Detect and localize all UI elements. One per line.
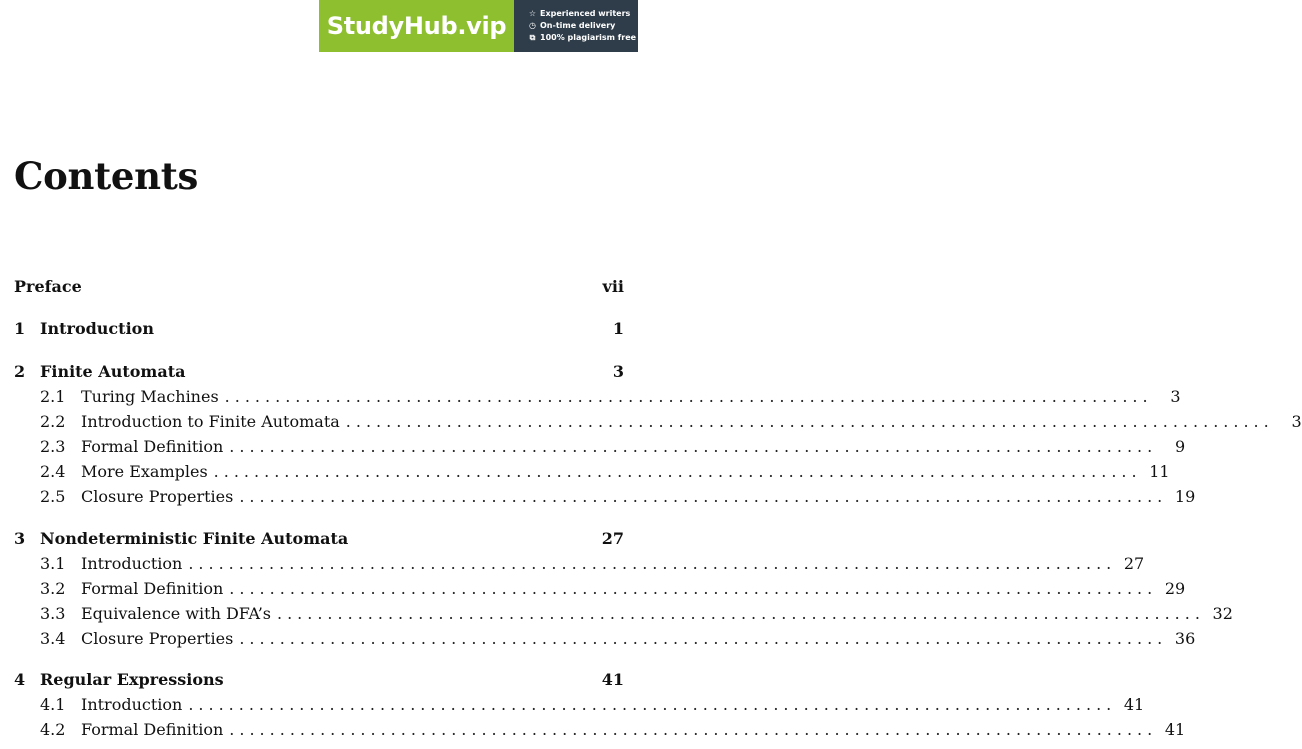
toc-entry-title: Closure Properties xyxy=(81,626,237,651)
toc-section-2-2[interactable] xyxy=(14,409,1302,434)
toc-entry-title: Introduction xyxy=(40,316,158,341)
toc-entry-title: Introduction to Finite Automata xyxy=(81,409,344,434)
toc-section-number: 4.2 xyxy=(40,720,66,739)
toc-section-3-3[interactable] xyxy=(14,601,1233,626)
toc-chapter-number: 3 xyxy=(14,529,26,548)
studyhub-banner[interactable] xyxy=(319,0,638,52)
toc-leader: ............................................................................................ xyxy=(239,629,1168,648)
toc-section-4-1[interactable] xyxy=(14,692,1145,717)
toc-leader: ............................................................................................ xyxy=(224,387,1153,406)
toc-section-2-5[interactable] xyxy=(14,484,1196,509)
toc-chapter-1[interactable] xyxy=(14,316,624,341)
toc-section-number: 3.4 xyxy=(40,629,66,648)
toc-entry-title: Preface xyxy=(14,274,86,299)
banner-features xyxy=(514,0,638,52)
toc-section-number: 3.3 xyxy=(40,604,66,623)
toc-section-2-1[interactable] xyxy=(14,384,1181,409)
toc-entry-page: 27 xyxy=(1123,554,1145,573)
toc-entry-page: 3 xyxy=(1291,412,1302,431)
feature-on-time-delivery xyxy=(528,21,638,31)
toc-entry-page: 41 xyxy=(601,670,624,689)
feature-experienced-writers xyxy=(528,9,638,19)
toc-entry-page: 32 xyxy=(1212,604,1233,623)
feature-text: Experienced writers xyxy=(540,9,631,18)
toc-entry-title: Formal Definition xyxy=(81,717,227,742)
toc-leader: ............................................................................................ xyxy=(229,437,1158,456)
toc-entry-title: Formal Definition xyxy=(81,434,227,459)
toc-chapter-2[interactable] xyxy=(14,359,624,384)
toc-section-3-1[interactable] xyxy=(14,551,1145,576)
toc-entry-page: 41 xyxy=(1123,695,1145,714)
page-title: Contents xyxy=(14,154,199,198)
toc-leader: ............................................................................................ xyxy=(229,720,1158,739)
feature-plagiarism-free xyxy=(528,33,638,43)
toc-entry-title: Introduction xyxy=(81,692,186,717)
toc-chapter-number: 2 xyxy=(14,362,26,381)
toc-section-number: 2.2 xyxy=(40,412,66,431)
toc-entry-title: Equivalence with DFA’s xyxy=(81,601,275,626)
toc-entry-preface[interactable] xyxy=(14,274,624,299)
toc-section-number: 3.1 xyxy=(40,554,66,573)
toc-entry-title: Turing Machines xyxy=(81,384,223,409)
clock-icon: ◷ xyxy=(529,21,536,30)
toc-section-number: 2.4 xyxy=(40,462,66,481)
toc-entry-title: Regular Expressions xyxy=(40,667,228,692)
toc-section-number: 4.1 xyxy=(40,695,66,714)
toc-leader: ............................................................................................ xyxy=(188,695,1117,714)
studyhub-logo[interactable] xyxy=(319,0,514,52)
toc-chapter-number: 4 xyxy=(14,670,26,689)
feature-text: 100% plagiarism free xyxy=(540,33,637,42)
toc-chapter-4[interactable] xyxy=(14,667,624,692)
toc-chapter-3[interactable] xyxy=(14,526,624,551)
toc-section-number: 3.2 xyxy=(40,579,66,598)
toc-leader: ............................................................................................ xyxy=(213,462,1142,481)
toc-entry-title: Closure Properties xyxy=(81,484,237,509)
toc-leader: ............................................................................................ xyxy=(188,554,1117,573)
toc-leader: ............................................................................................ xyxy=(239,487,1168,506)
toc-section-number: 2.3 xyxy=(40,437,66,456)
toc-entry-page: 29 xyxy=(1164,579,1186,598)
toc-entry-page: 3 xyxy=(612,362,624,381)
toc-section-number: 2.1 xyxy=(40,387,66,406)
feature-text: On-time delivery xyxy=(540,21,616,30)
toc-entry-title: Formal Definition xyxy=(81,576,227,601)
toc-entry-page: 3 xyxy=(1170,387,1181,406)
toc-entry-title: Introduction xyxy=(81,551,186,576)
toc-entry-page: 19 xyxy=(1174,487,1196,506)
toc-entry-page: 11 xyxy=(1149,462,1170,481)
toc-section-4-2[interactable] xyxy=(14,717,1186,742)
toc-entry-page: 27 xyxy=(601,529,624,548)
toc-entry-page: 41 xyxy=(1164,720,1186,739)
toc-entry-page: 36 xyxy=(1174,629,1196,648)
toc-entry-title: Nondeterministic Finite Automata xyxy=(40,526,352,551)
toc-leader: ............................................................................................ xyxy=(229,579,1158,598)
studyhub-logo-text: StudyHub.vip xyxy=(326,12,507,40)
toc-leader: ............................................................................................ xyxy=(345,412,1274,431)
toc-entry-page: vii xyxy=(602,277,624,296)
toc-section-number: 2.5 xyxy=(40,487,66,506)
toc-chapter-number: 1 xyxy=(14,319,26,338)
toc-entry-page: 1 xyxy=(612,319,624,338)
toc-leader: ............................................................................................ xyxy=(277,604,1205,623)
toc-entry-title: Finite Automata xyxy=(40,359,189,384)
toc-section-2-3[interactable] xyxy=(14,434,1186,459)
star-icon: ☆ xyxy=(528,9,537,18)
toc-section-3-2[interactable] xyxy=(14,576,1186,601)
toc-entry-title: More Examples xyxy=(81,459,212,484)
toc-entry-page: 9 xyxy=(1175,437,1186,456)
toc-section-3-4[interactable] xyxy=(14,626,1196,651)
copy-icon: ⧉ xyxy=(529,33,536,42)
toc-section-2-4[interactable] xyxy=(14,459,1170,484)
